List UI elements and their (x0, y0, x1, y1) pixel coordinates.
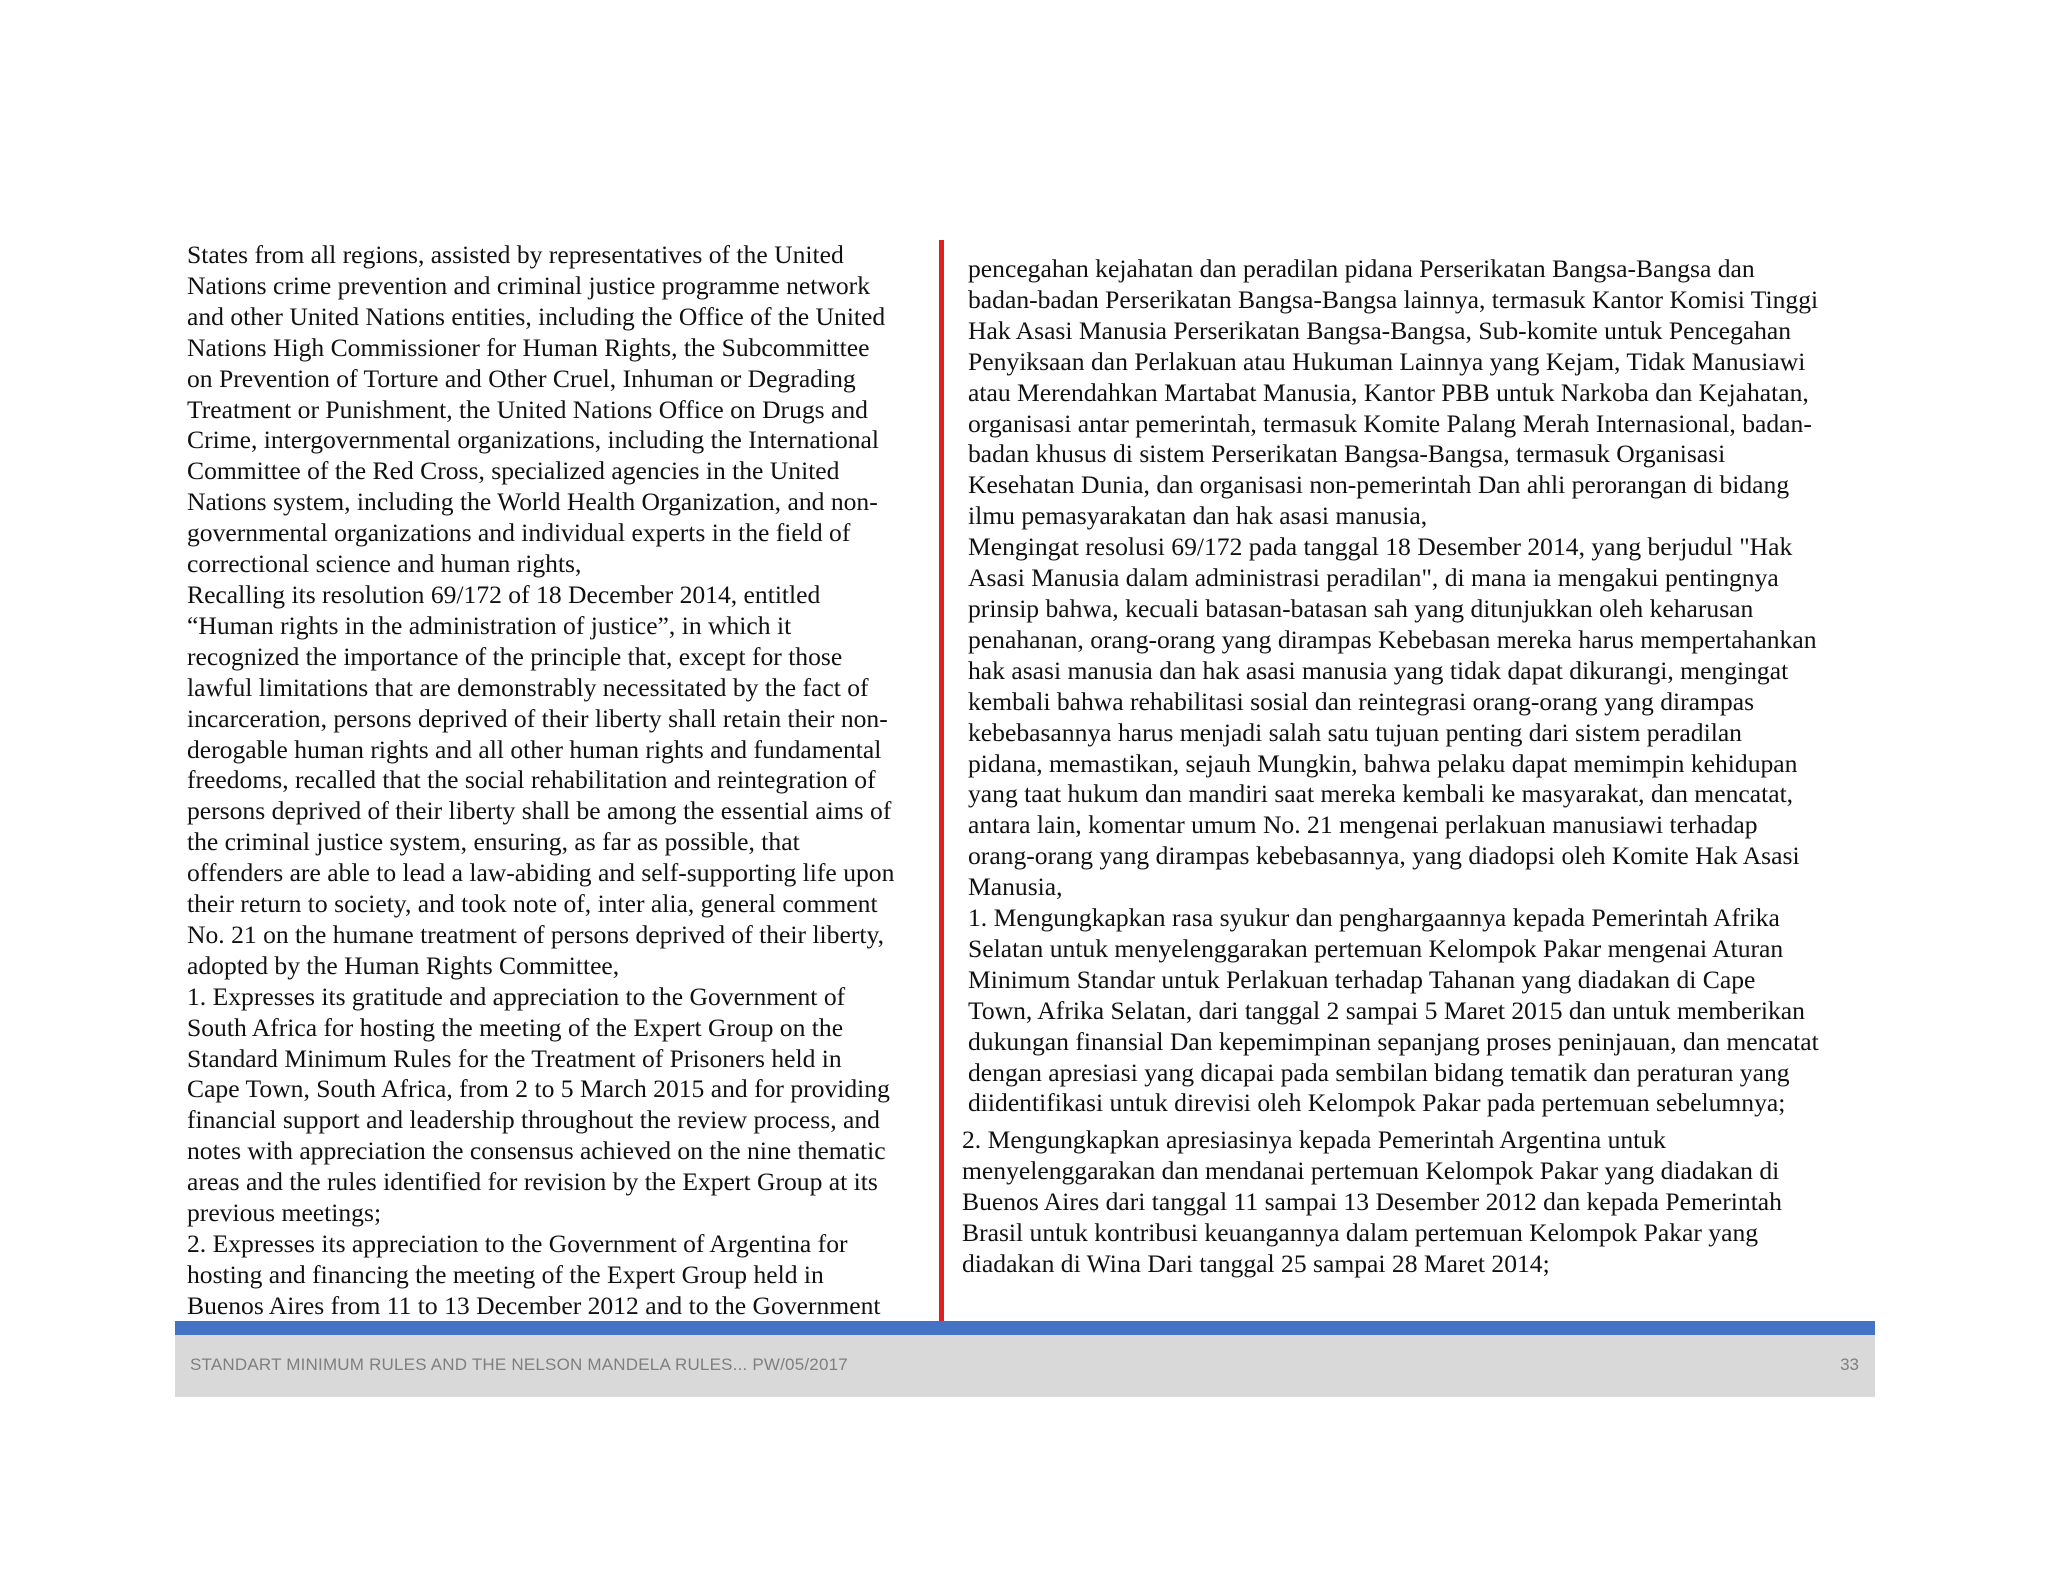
column-divider (939, 240, 944, 1322)
footer-accent-bar (175, 1321, 1875, 1335)
english-paragraph-3: 1. Expresses its gratitude and appreciation to the Government of South Africa for hosting the meeting of the Expert Group on the Standard Minimum Rules for the Treatment of Prisoners held in Cape Town, South Africa, from 2 to 5 March 2015 and for providing financial support and leadership throughout the review process, and notes with appreciation the consensus achieved on the nine thematic areas and the rules identified for revision by the Expert Group at its previous meetings; (187, 981, 890, 1228)
english-paragraph-2: Recalling its resolution 69/172 of 18 December 2014, entitled “Human rights in the administration of justice”, in which it recognized the importance of the principle that, except for those lawful limitations that are demonstrably necessitated by the fact of incarceration, persons deprived of their liberty shall retain their non- derogable human rights and all other human rights and fundamental freedoms, recalled that the social rehabilitation and reintegration of persons deprived of their liberty shall be among the essential aims of the criminal justice system, ensuring, as far as possible, that offenders are able to lead a law-abiding and self-supporting life upon their return to society, and took note of, inter alia, general comment No. 21 on the humane treatment of persons deprived of their liberty, adopted by the Human Rights Committee, (187, 579, 895, 980)
english-paragraph-4: 2. Expresses its appreciation to the Government of Argentina for hosting and financing the meeting of the Expert Group held in Buenos Aires from 11 to 13 December 2012 and to the Government (187, 1229, 881, 1320)
page-footer (175, 1335, 1875, 1397)
english-text-column (187, 240, 937, 1322)
indonesian-paragraph-1: pencegahan kejahatan dan peradilan pidana Perserikatan Bangsa-Bangsa dan badan-badan Perserikatan Bangsa-Bangsa lainnya, termasuk Kantor Komisi Tinggi Hak Asasi Manusia Perserikatan Bangsa-Bangsa, Sub-komite untuk Pencegahan Penyiksaan dan Perlakuan atau Hukuman Lainnya yang Kejam, Tidak Manusiawi atau Merendahkan Martabat Manusia, Kantor PBB untuk Narkoba dan Kejahatan, organisasi antar pemerintah, termasuk Komite Palang Merah Internasional, badan- badan khusus di sistem Perserikatan Bangsa-Bangsa, termasuk Organisasi Kesehatan Dunia, dan organisasi non-pemerintah Dan ahli perorangan di bidang ilmu pemasyarakatan dan hak asasi manusia, (968, 254, 1819, 531)
indonesian-paragraph-3: 1. Mengungkapkan rasa syukur dan penghargaannya kepada Pemerintah Afrika Selatan untuk menyelenggarakan pertemuan Kelompok Pakar mengenai Aturan Minimum Standar untuk Perlakuan terhadap Tahanan yang diadakan di Cape Town, Afrika Selatan, dari tanggal 2 sampai 5 Maret 2015 dan untuk memberikan dukungan finansial Dan kepemimpinan sepanjang proses peninjauan, dan mencatat dengan apresiasi yang dicapai pada sembilan bidang tematik dan peraturan yang diidentifikasi untuk direvisi oleh Kelompok Pakar pada pertemuan sebelumnya; (968, 903, 1819, 1118)
indonesian-paragraph-2: Mengingat resolusi 69/172 pada tanggal 18 Desember 2014, yang berjudul "Hak Asasi Manusia dalam administrasi peradilan", di mana ia mengakui pentingnya prinsip bahwa, kecuali batasan-batasan sah yang ditunjukkan oleh keharusan penahanan, orang-orang yang dirampas Kebebasan mereka harus mempertahankan hak asasi manusia dan hak asasi manusia yang tidak dapat dikurangi, mengingat kembali bahwa rehabilitasi sosial dan reintegrasi orang-orang yang dirampas kebebasannya harus menjadi salah satu tujuan penting dari sistem peradilan pidana, memastikan, sejauh Mungkin, bahwa pelaku dapat memimpin kehidupan yang taat hukum dan mandiri saat mereka kembali ke masyarakat, dan mencatat, antara lain, komentar umum No. 21 mengenai perlakuan manusiawi terhadap orang-orang yang dirampas kebebasannya, yang diadopsi oleh Komite Hak Asasi Manusia, (968, 532, 1817, 902)
english-paragraph-1: States from all regions, assisted by representatives of the United Nations crime prevention and criminal justice programme network and other United Nations entities, including the Office of the United Nations High Commissioner for Human Rights, the Subcommittee on Prevention of Torture and Other Cruel, Inhuman or Degrading Treatment or Punishment, the United Nations Office on Drugs and Crime, intergovernmental organizations, including the International Committee of the Red Cross, specialized agencies in the United Nations system, including the World Health Organization, and non- governmental organizations and individual experts in the field of correctional science and human rights, (187, 240, 886, 579)
indonesian-paragraph-4: 2. Mengungkapkan apresiasinya kepada Pemerintah Argentina untuk menyelenggarakan dan mendanai pertemuan Kelompok Pakar yang diadakan di Buenos Aires dari tanggal 11 sampai 13 Desember 2012 dan kepada Pemerintah Brasil untuk kontribusi keuangannya dalam pertemuan Kelompok Pakar yang diadakan di Wina Dari tanggal 25 sampai 28 Maret 2014; (962, 1125, 1782, 1278)
page-number: 33 (1840, 1355, 1859, 1374)
indonesian-text-column (962, 254, 1888, 1280)
footer-title: STANDART MINIMUM RULES AND THE NELSON MANDELA RULES... PW/05/2017 (190, 1355, 848, 1374)
